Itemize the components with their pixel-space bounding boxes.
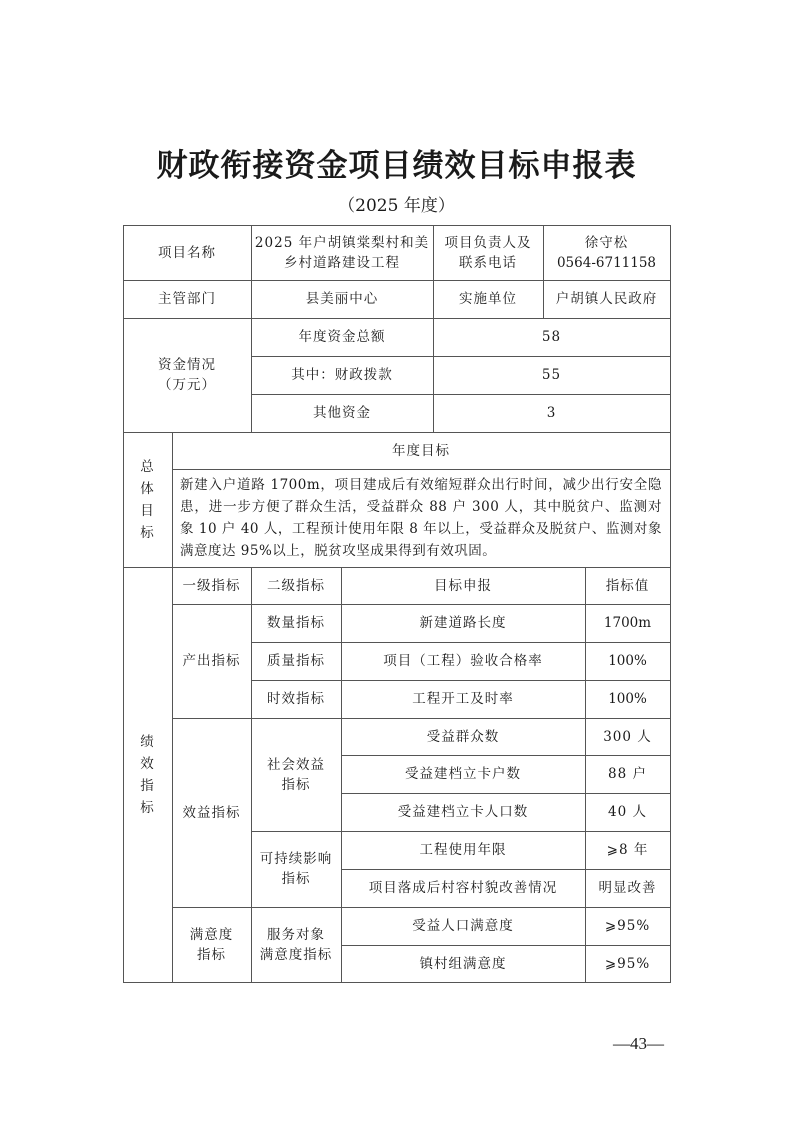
- project-name-line1: 2025 年户胡镇棠梨村和美: [254, 234, 430, 251]
- level2-text: 时效指标: [267, 691, 325, 707]
- table-row-target: [341, 945, 585, 982]
- output-indicator-label: [172, 604, 251, 718]
- value-text: 100%: [608, 653, 647, 669]
- header-value: [585, 567, 670, 604]
- owner-phone: 0564-6711158: [556, 254, 657, 271]
- funds-total-value: [433, 318, 670, 356]
- funds-label-line1: 资金情况: [158, 357, 216, 373]
- table-row-target: [341, 642, 585, 680]
- annual-goal-header: [172, 432, 670, 469]
- value-text: 88 户: [608, 766, 647, 782]
- document-subtitle: （2025 年度）: [338, 196, 455, 216]
- dept-label-text: 主管部门: [158, 291, 216, 307]
- target-text: 受益建档立卡人口数: [397, 804, 529, 820]
- table-row-target: [341, 755, 585, 793]
- satisfaction-label-line1: 满意度: [189, 926, 234, 943]
- value-text: ⩾8 年: [606, 842, 649, 858]
- benefit-indicator-text: 效益指标: [182, 804, 241, 821]
- overall-goal-label: [123, 432, 172, 567]
- owner-name: 徐守松: [584, 234, 629, 251]
- impl-value-text: 户胡镇人民政府: [555, 291, 658, 307]
- table-row-value: [585, 680, 670, 718]
- level2-text: 数量指标: [267, 615, 325, 631]
- value-text: 300 人: [603, 728, 652, 745]
- perf-label-char: 标: [140, 799, 155, 816]
- overall-label-char: 标: [140, 524, 155, 541]
- table-row-value: [585, 604, 670, 642]
- sustainability-label: [251, 831, 341, 907]
- overall-label-char: 目: [140, 502, 155, 519]
- owner-label-line2: 联系电话: [459, 254, 517, 271]
- target-text: 工程开工及时率: [412, 691, 514, 707]
- target-text: 工程使用年限: [419, 842, 507, 858]
- target-text: 受益建档立卡户数: [405, 766, 521, 782]
- table-row-value: [585, 831, 670, 869]
- header-level1: [172, 567, 251, 604]
- table-row-value: [585, 642, 670, 680]
- value-text: 40 人: [608, 804, 647, 820]
- page-number: —43—: [613, 1034, 664, 1053]
- performance-label: [123, 567, 172, 982]
- table-row-value: [585, 718, 670, 755]
- benefit-indicator-label: [172, 718, 251, 907]
- sustain-label-line2: 指标: [281, 871, 311, 887]
- funds-other-label-text: 其他资金: [313, 405, 371, 421]
- satisfaction-label: [172, 907, 251, 982]
- funds-other-label: [251, 394, 433, 432]
- owner-label-line1: 项目负责人及: [444, 234, 532, 251]
- header-level2-text: 二级指标: [267, 577, 325, 594]
- owner-value: [543, 225, 670, 280]
- social-benefit-label: [251, 718, 341, 831]
- output-indicator-text: 产出指标: [182, 653, 241, 669]
- table-row-target: [341, 718, 585, 755]
- perf-label-char: 绩: [140, 733, 155, 750]
- level2-text: 质量指标: [267, 653, 325, 669]
- funds-total-value-text: 58: [541, 329, 562, 345]
- table-row-target: [341, 793, 585, 831]
- sustain-label-line1: 可持续影响: [259, 851, 333, 867]
- funds-fiscal-label: [251, 356, 433, 394]
- impl-label: [433, 280, 543, 318]
- table-row-value: [585, 945, 670, 982]
- target-text: 项目（工程）验收合格率: [383, 653, 543, 669]
- overall-label-char: 总: [140, 458, 155, 475]
- perf-label-char: 指: [140, 777, 155, 794]
- value-text: ⩾95%: [604, 955, 651, 972]
- header-level2: [251, 567, 341, 604]
- service-satisfaction-label: [251, 907, 341, 982]
- service-label-line1: 服务对象: [267, 926, 325, 943]
- dept-label: [123, 280, 251, 318]
- funds-total-label-text: 年度资金总额: [298, 329, 386, 345]
- annual-goal-header-text: 年度目标: [392, 442, 450, 459]
- table-row-value: [585, 907, 670, 945]
- table-row-target: [341, 907, 585, 945]
- table-row-target: [341, 869, 585, 907]
- social-label-line1: 社会效益: [267, 756, 325, 773]
- social-label-line2: 指标: [281, 776, 311, 793]
- target-text: 镇村组满意度: [419, 955, 507, 972]
- annual-goal-paragraph: 新建入户道路 1700m，项目建成后有效缩短群众出行时间，减少出行安全隐患，进一步方便了群众生活，受益群众 88 户 300 人，其中脱贫户、监测对象 10 户 40 人，工程预计使用年限 8 年以上，受益群众及脱贫户、监测对象满意度达 95%以上，脱贫攻坚成果得到有效巩固。: [180, 477, 662, 559]
- table-row-value: [585, 869, 670, 907]
- header-value-text: 指标值: [605, 577, 650, 594]
- table-row-value: [585, 793, 670, 831]
- header-target: [341, 567, 585, 604]
- funds-total-label: [251, 318, 433, 356]
- value-text: 1700m: [603, 615, 652, 631]
- dept-value-text: 县美丽中心: [305, 291, 379, 307]
- funds-label-line2: （万元）: [158, 377, 216, 393]
- value-text: ⩾95%: [604, 918, 651, 934]
- impl-value: [543, 280, 670, 318]
- dept-value: [251, 280, 433, 318]
- document-title: 财政衔接资金项目绩效目标申报表: [156, 148, 637, 184]
- value-text: 100%: [608, 691, 647, 707]
- target-text: 受益人口满意度: [412, 918, 514, 934]
- table-row-level2: [251, 604, 341, 642]
- funds-other-value: [433, 394, 670, 432]
- funds-fiscal-value: [433, 356, 670, 394]
- funds-fiscal-label-text: 其中：财政拨款: [291, 367, 393, 383]
- funds-fiscal-value-text: 55: [541, 367, 562, 383]
- table-row-level2: [251, 680, 341, 718]
- target-text: 受益群众数: [426, 728, 500, 745]
- satisfaction-label-line2: 指标: [197, 946, 226, 963]
- perf-label-char: 效: [140, 755, 155, 772]
- header-target-text: 目标申报: [434, 577, 492, 594]
- funds-label: [123, 318, 251, 432]
- table-row-level2: [251, 642, 341, 680]
- table-row-target: [341, 680, 585, 718]
- table-row-target: [341, 604, 585, 642]
- service-label-line2: 满意度指标: [259, 946, 333, 963]
- target-text: 新建道路长度: [419, 615, 507, 631]
- impl-label-text: 实施单位: [459, 291, 517, 307]
- value-text: 明显改善: [598, 880, 657, 896]
- funds-other-value-text: 3: [546, 405, 557, 421]
- project-name-value: [251, 225, 433, 280]
- project-name-label: [123, 225, 251, 280]
- annual-goal-text: [172, 469, 670, 567]
- header-level1-text: 一级指标: [182, 577, 241, 594]
- owner-label: [433, 225, 543, 280]
- project-name-label-text: 项目名称: [158, 244, 216, 261]
- project-name-line2: 乡村道路建设工程: [284, 254, 400, 271]
- overall-label-char: 体: [140, 480, 155, 497]
- table-border-bottom: [123, 982, 671, 983]
- target-text: 项目落成后村容村貌改善情况: [368, 880, 558, 896]
- table-row-value: [585, 755, 670, 793]
- table-row-target: [341, 831, 585, 869]
